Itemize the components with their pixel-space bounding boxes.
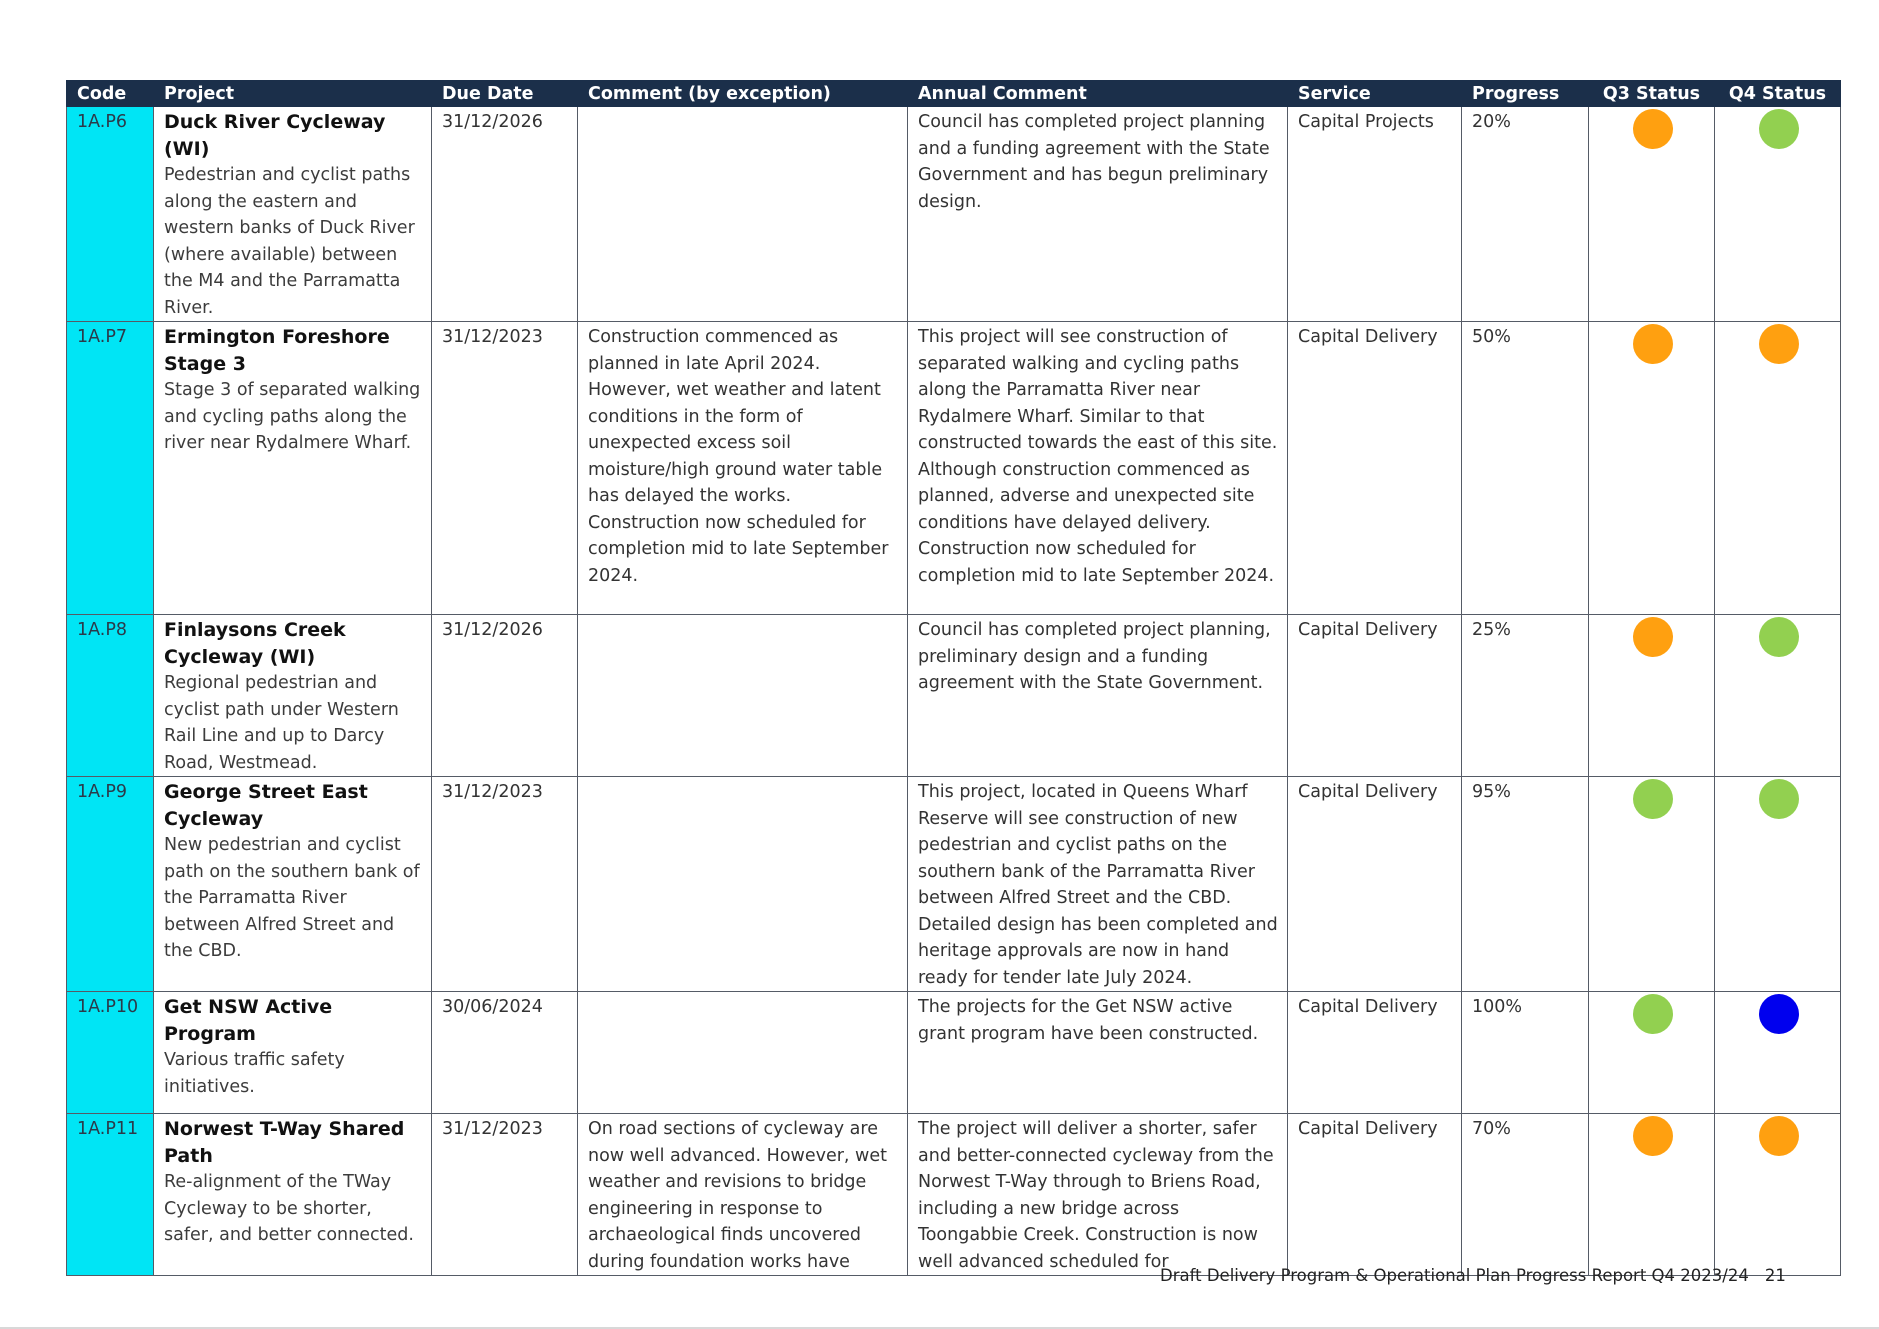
annual-comment-cell: This project will see construction of separated walking and cycling paths along the Parramatta River near Rydalmere Wharf. Similar to that constructed towards the east of this site. Although construction commenced as planned, adverse and unexpected site conditions have delayed delivery. Construction now scheduled for completion mid to late September 2024. (908, 322, 1288, 615)
code-cell: 1A.P6 (67, 107, 154, 322)
project-cell (154, 992, 432, 1114)
header-annual-comment: Annual Comment (908, 81, 1288, 107)
header-q4-status: Q4 Status (1715, 81, 1841, 107)
q4-status-cell (1715, 615, 1841, 777)
q3-status-cell (1589, 992, 1715, 1114)
service-cell: Capital Projects (1288, 107, 1462, 322)
code-cell: 1A.P11 (67, 1114, 154, 1276)
due-date-cell: 31/12/2026 (432, 107, 578, 322)
project-description: Stage 3 of separated walking and cycling paths along the river near Rydalmere Wharf. (164, 380, 421, 453)
q4-status-indicator (1759, 324, 1799, 364)
q4-status-cell (1715, 1114, 1841, 1276)
progress-cell: 95% (1462, 777, 1589, 992)
footer-title: Draft Delivery Program & Operational Plan Progress Report Q4 2023/24 (1160, 1266, 1749, 1285)
code-cell: 1A.P8 (67, 615, 154, 777)
progress-cell: 50% (1462, 322, 1589, 615)
q4-status-cell (1715, 992, 1841, 1114)
q3-status-indicator (1633, 1116, 1673, 1156)
q4-status-indicator (1759, 109, 1799, 149)
q3-status-cell (1589, 322, 1715, 615)
q3-status-indicator (1633, 324, 1673, 364)
q3-status-cell (1589, 615, 1715, 777)
progress-cell: 100% (1462, 992, 1589, 1114)
q4-status-indicator (1759, 617, 1799, 657)
annual-comment-cell: Council has completed project planning, preliminary design and a funding agreement with the State Government. (908, 615, 1288, 777)
table-header-row (67, 81, 1841, 107)
q3-status-indicator (1633, 779, 1673, 819)
q3-status-cell (1589, 1114, 1715, 1276)
header-code: Code (67, 81, 154, 107)
project-title: Norwest T-Way Shared Path (164, 1118, 405, 1167)
service-cell: Capital Delivery (1288, 1114, 1462, 1276)
q3-status-indicator (1633, 617, 1673, 657)
q4-status-cell (1715, 322, 1841, 615)
progress-table (66, 80, 1841, 1276)
comment-cell (578, 615, 908, 777)
q4-status-cell (1715, 777, 1841, 992)
due-date-cell: 31/12/2026 (432, 615, 578, 777)
annual-comment-cell: Council has completed project planning and a funding agreement with the State Government and has begun preliminary design. (908, 107, 1288, 322)
project-title: Get NSW Active Program (164, 996, 333, 1045)
comment-cell: Construction commenced as planned in late April 2024. However, wet weather and latent conditions in the form of unexpected excess soil moisture/high ground water table has delayed the works. Construction now scheduled for completion mid to late September 2024. (578, 322, 908, 615)
service-cell: Capital Delivery (1288, 992, 1462, 1114)
table-row (67, 615, 1841, 777)
header-q3-status: Q3 Status (1589, 81, 1715, 107)
annual-comment-cell: The project will deliver a shorter, safer and better-connected cycleway from the Norwest T-Way through to Briens Road, including a new bridge across Toongabbie Creek. Construction is now well advanced scheduled for (908, 1114, 1288, 1276)
header-progress: Progress (1462, 81, 1589, 107)
project-cell (154, 322, 432, 615)
annual-comment-cell: This project, located in Queens Wharf Reserve will see construction of new pedestrian and cyclist paths on the southern bank of the Parramatta River between Alfred Street and the CBD. Detailed design has been completed and heritage approvals are now in hand ready for tender late July 2024. (908, 777, 1288, 992)
table-row (67, 107, 1841, 322)
project-cell (154, 615, 432, 777)
table-row (67, 777, 1841, 992)
header-service: Service (1288, 81, 1462, 107)
due-date-cell: 31/12/2023 (432, 777, 578, 992)
project-title: Duck River Cycleway (WI) (164, 111, 386, 160)
page-footer (1160, 1266, 1786, 1285)
due-date-cell: 31/12/2023 (432, 1114, 578, 1276)
q3-status-indicator (1633, 994, 1673, 1034)
code-cell: 1A.P7 (67, 322, 154, 615)
service-cell: Capital Delivery (1288, 615, 1462, 777)
comment-cell: On road sections of cycleway are now well advanced. However, wet weather and revisions to bridge engineering in response to archaeological finds uncovered during foundation works have (578, 1114, 908, 1276)
project-description: Re-alignment of the TWay Cycleway to be shorter, safer, and better connected. (164, 1172, 414, 1245)
table-row (67, 322, 1841, 615)
q4-status-cell (1715, 107, 1841, 322)
page-number: 21 (1764, 1266, 1786, 1285)
q4-status-indicator (1759, 994, 1799, 1034)
annual-comment-cell: The projects for the Get NSW active grant program have been constructed. (908, 992, 1288, 1114)
comment-cell (578, 777, 908, 992)
q3-status-cell (1589, 777, 1715, 992)
project-description: Pedestrian and cyclist paths along the eastern and western banks of Duck River (where available) between the M4 and the Parramatta River. (164, 165, 415, 318)
q3-status-indicator (1633, 109, 1673, 149)
q4-status-indicator (1759, 779, 1799, 819)
q4-status-indicator (1759, 1116, 1799, 1156)
project-title: Ermington Foreshore Stage 3 (164, 326, 390, 375)
q3-status-cell (1589, 107, 1715, 322)
project-cell (154, 107, 432, 322)
due-date-cell: 31/12/2023 (432, 322, 578, 615)
project-title: George Street East Cycleway (164, 781, 368, 830)
table-row (67, 1114, 1841, 1276)
comment-cell (578, 992, 908, 1114)
service-cell: Capital Delivery (1288, 777, 1462, 992)
code-cell: 1A.P10 (67, 992, 154, 1114)
header-project: Project (154, 81, 432, 107)
project-description: New pedestrian and cyclist path on the southern bank of the Parramatta River between Alfred Street and the CBD. (164, 835, 420, 961)
code-cell: 1A.P9 (67, 777, 154, 992)
progress-cell: 20% (1462, 107, 1589, 322)
project-description: Regional pedestrian and cyclist path under Western Rail Line and up to Darcy Road, Westmead. (164, 673, 399, 773)
project-description: Various traffic safety initiatives. (164, 1050, 345, 1097)
project-title: Finlaysons Creek Cycleway (WI) (164, 619, 346, 668)
header-comment: Comment (by exception) (578, 81, 908, 107)
header-due-date: Due Date (432, 81, 578, 107)
table-row (67, 992, 1841, 1114)
comment-cell (578, 107, 908, 322)
project-cell (154, 777, 432, 992)
project-cell (154, 1114, 432, 1276)
due-date-cell: 30/06/2024 (432, 992, 578, 1114)
progress-cell: 25% (1462, 615, 1589, 777)
service-cell: Capital Delivery (1288, 322, 1462, 615)
progress-cell: 70% (1462, 1114, 1589, 1276)
